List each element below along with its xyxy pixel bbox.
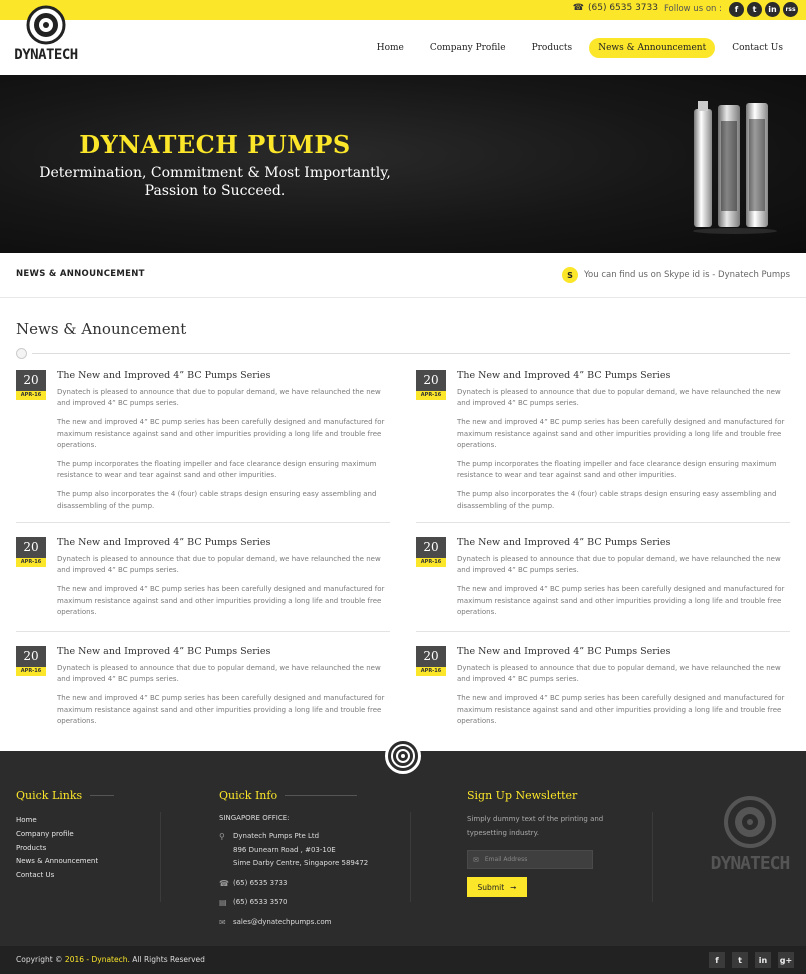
news-title[interactable]: The New and Improved 4” BC Pumps Series — [457, 646, 671, 657]
hero-subtitle-line1: Determination, Commitment & Most Importantly, — [39, 165, 391, 181]
gear-logo-icon — [26, 5, 66, 45]
footer-gear-icon — [385, 738, 421, 774]
arrow-right-icon: ➞ — [510, 882, 517, 892]
google-plus-icon[interactable]: g+ — [778, 952, 794, 968]
email-input[interactable] — [467, 850, 593, 869]
quick-info — [219, 789, 368, 930]
title-divider — [16, 348, 790, 360]
linkedin-icon[interactable]: in — [765, 2, 780, 17]
address-line2: Sime Darby Centre, Singapore 589472 — [233, 859, 369, 868]
news-day: 20 — [416, 646, 446, 667]
footer-email[interactable]: sales@dynatechpumps.com — [233, 917, 332, 926]
news-day: 20 — [416, 370, 446, 391]
top-bar — [0, 0, 806, 20]
news-paragraph: Dynatech is pleased to announce that due to popular demand, we have relaunched the new and improved 4” BC pumps series. — [57, 664, 381, 684]
page-title: News & Anouncement — [16, 320, 187, 338]
footer — [0, 751, 806, 946]
copyright: Copyright © 2016 - Dynatech. All Rights Reserved — [16, 955, 205, 964]
nav-contact[interactable]: Contact Us — [732, 43, 783, 53]
linkedin-icon[interactable]: in — [755, 952, 771, 968]
divider-dot-icon — [16, 348, 27, 359]
email-icon: ✉ — [219, 917, 226, 927]
newsletter-title: Sign Up Newsletter — [467, 789, 578, 802]
news-title[interactable]: The New and Improved 4” BC Pumps Series — [57, 537, 271, 548]
footer-link-contact[interactable]: Contact Us — [16, 871, 55, 880]
facebook-icon[interactable]: f — [709, 952, 725, 968]
news-paragraph: The new and improved 4” BC pump series has been carefully designed and manufactured for maximum resistance against sand and other impurities providing a long life and trouble free operations. — [57, 694, 385, 725]
news-paragraph: The new and improved 4” BC pump series has been carefully designed and manufactured for maximum resistance against sand and other impurities providing a long life and trouble free operations. — [57, 585, 385, 616]
facebook-icon[interactable]: f — [729, 2, 744, 17]
news-date — [16, 537, 46, 567]
email-placeholder: Email Address — [484, 856, 528, 863]
top-phone-text: (65) 6535 3733 — [587, 3, 658, 13]
news-item — [16, 646, 391, 735]
submit-label: Submit — [477, 882, 505, 892]
quick-links — [16, 789, 114, 883]
logo-text: DYNATECH — [14, 47, 78, 63]
company-name: Dynatech Pumps Pte Ltd — [233, 832, 320, 840]
location-icon: ⚲ — [219, 832, 225, 841]
twitter-icon[interactable]: t — [747, 2, 762, 17]
breadcrumb-bar — [0, 253, 806, 298]
footer-link-news[interactable]: News & Announcement — [16, 857, 99, 866]
news-paragraph: The pump incorporates the floating impeller and face clearance design ensuring maximum resistance to wear and tear against sand and other impurities. — [457, 460, 777, 480]
nav-home[interactable]: Home — [376, 43, 404, 53]
news-title[interactable]: The New and Improved 4” BC Pumps Series — [457, 537, 671, 548]
top-socials — [729, 2, 798, 17]
news-day: 20 — [16, 370, 46, 391]
news-item — [416, 646, 791, 735]
top-phone[interactable] — [573, 3, 658, 13]
address-line1: 896 Dunearn Road , #03-10E — [233, 845, 336, 854]
news-item — [16, 370, 391, 520]
nav-company-profile[interactable]: Company Profile — [429, 43, 506, 53]
footer-phone[interactable]: (65) 6535 3733 — [233, 878, 288, 887]
news-paragraph: The new and improved 4” BC pump series has been carefully designed and manufactured for maximum resistance against sand and other impurities providing a long life and trouble free operations. — [57, 418, 385, 449]
fax-icon: ▤ — [219, 898, 227, 908]
news-month: APR-16 — [416, 391, 446, 400]
skype-info[interactable] — [562, 267, 790, 283]
news-day: 20 — [16, 537, 46, 558]
news-date — [416, 646, 446, 676]
nav-products[interactable]: Products — [531, 43, 573, 53]
news-title[interactable]: The New and Improved 4” BC Pumps Series — [457, 370, 671, 381]
footer-logo-gear-icon — [723, 795, 777, 849]
newsletter — [467, 789, 607, 897]
footer-link-home[interactable]: Home — [16, 816, 37, 824]
twitter-icon[interactable]: t — [732, 952, 748, 968]
news-date — [16, 370, 46, 400]
news-paragraph: The new and improved 4” BC pump series has been carefully designed and manufactured for maximum resistance against sand and other impurities providing a long life and trouble free operations. — [457, 694, 785, 725]
breadcrumb: NEWS & ANNOUNCEMENT — [16, 269, 145, 279]
news-date — [416, 370, 446, 400]
news-item — [416, 370, 791, 520]
newsletter-text: Simply dummy text of the printing and typesetting industry. — [467, 815, 604, 837]
news-divider — [16, 522, 390, 523]
skype-text: You can find us on Skype id is - Dynatech Pumps — [583, 270, 790, 280]
footer-fax: (65) 6533 3570 — [233, 898, 288, 907]
news-month: APR-16 — [16, 558, 46, 567]
news-paragraph: The pump also incorporates the 4 (four) cable straps design ensuring easy assembling and disassembling of the pump. — [457, 490, 777, 510]
news-title[interactable]: The New and Improved 4” BC Pumps Series — [57, 646, 271, 657]
news-paragraph: Dynatech is pleased to announce that due to popular demand, we have relaunched the new and improved 4” BC pumps series. — [57, 555, 381, 575]
phone-icon: ☎ — [219, 878, 229, 888]
news-title[interactable]: The New and Improved 4” BC Pumps Series — [57, 370, 271, 381]
hero-title: DYNATECH PUMPS — [79, 130, 351, 159]
news-month: APR-16 — [416, 667, 446, 676]
news-paragraph: Dynatech is pleased to announce that due to popular demand, we have relaunched the new and improved 4” BC pumps series. — [457, 664, 781, 684]
news-paragraph: Dynatech is pleased to announce that due to popular demand, we have relaunched the new and improved 4” BC pumps series. — [457, 388, 781, 408]
news-day: 20 — [416, 537, 446, 558]
news-paragraph: The pump also incorporates the 4 (four) cable straps design ensuring easy assembling and disassembling of the pump. — [57, 490, 377, 510]
skype-icon: S — [562, 267, 578, 283]
news-paragraph: The pump incorporates the floating impeller and face clearance design ensuring maximum resistance to wear and tear against sand and other impurities. — [57, 460, 377, 480]
footer-link-company-profile[interactable]: Company profile — [16, 829, 74, 838]
envelope-icon: ✉ — [473, 855, 479, 864]
submit-button[interactable] — [467, 877, 527, 897]
news-paragraph: The new and improved 4” BC pump series has been carefully designed and manufactured for maximum resistance against sand and other impurities providing a long life and trouble free operations. — [457, 585, 785, 616]
footer-logo — [708, 795, 792, 874]
news-date — [416, 537, 446, 567]
phone-icon: ☎ — [572, 3, 584, 13]
news-item — [416, 537, 791, 626]
rss-icon[interactable]: rss — [783, 2, 798, 17]
footer-logo-text: DYNATECH — [710, 853, 790, 874]
news-divider — [16, 631, 390, 632]
news-month: APR-16 — [16, 667, 46, 676]
quick-info-title: Quick Info — [219, 789, 278, 802]
main-nav — [360, 38, 792, 58]
news-month: APR-16 — [16, 391, 46, 400]
footer-link-products[interactable]: Products — [16, 843, 47, 852]
quick-links-title: Quick Links — [16, 789, 83, 802]
follow-label: Follow us on : — [663, 4, 722, 14]
news-paragraph: Dynatech is pleased to announce that due to popular demand, we have relaunched the new and improved 4” BC pumps series. — [57, 388, 381, 408]
news-divider — [416, 522, 790, 523]
news-item — [16, 537, 391, 626]
news-date — [16, 646, 46, 676]
pumps-image — [690, 101, 780, 236]
news-paragraph: Dynatech is pleased to announce that due to popular demand, we have relaunched the new and improved 4” BC pumps series. — [457, 555, 781, 575]
office-label: SINGAPORE OFFICE: — [219, 814, 290, 822]
news-day: 20 — [16, 646, 46, 667]
bottom-socials — [709, 952, 794, 968]
hero-banner — [0, 75, 806, 253]
hero-subtitle — [0, 164, 430, 200]
news-divider — [416, 631, 790, 632]
news-paragraph: The new and improved 4” BC pump series has been carefully designed and manufactured for maximum resistance against sand and other impurities providing a long life and trouble free operations. — [457, 418, 785, 449]
hero-subtitle-line2: Passion to Succeed. — [144, 183, 286, 199]
news-month: APR-16 — [416, 558, 446, 567]
copyright-link[interactable]: 2016 - Dynatech. — [64, 955, 130, 964]
site-logo[interactable] — [14, 4, 78, 68]
nav-news[interactable]: News & Announcement — [589, 38, 715, 58]
bottom-bar — [0, 946, 806, 974]
